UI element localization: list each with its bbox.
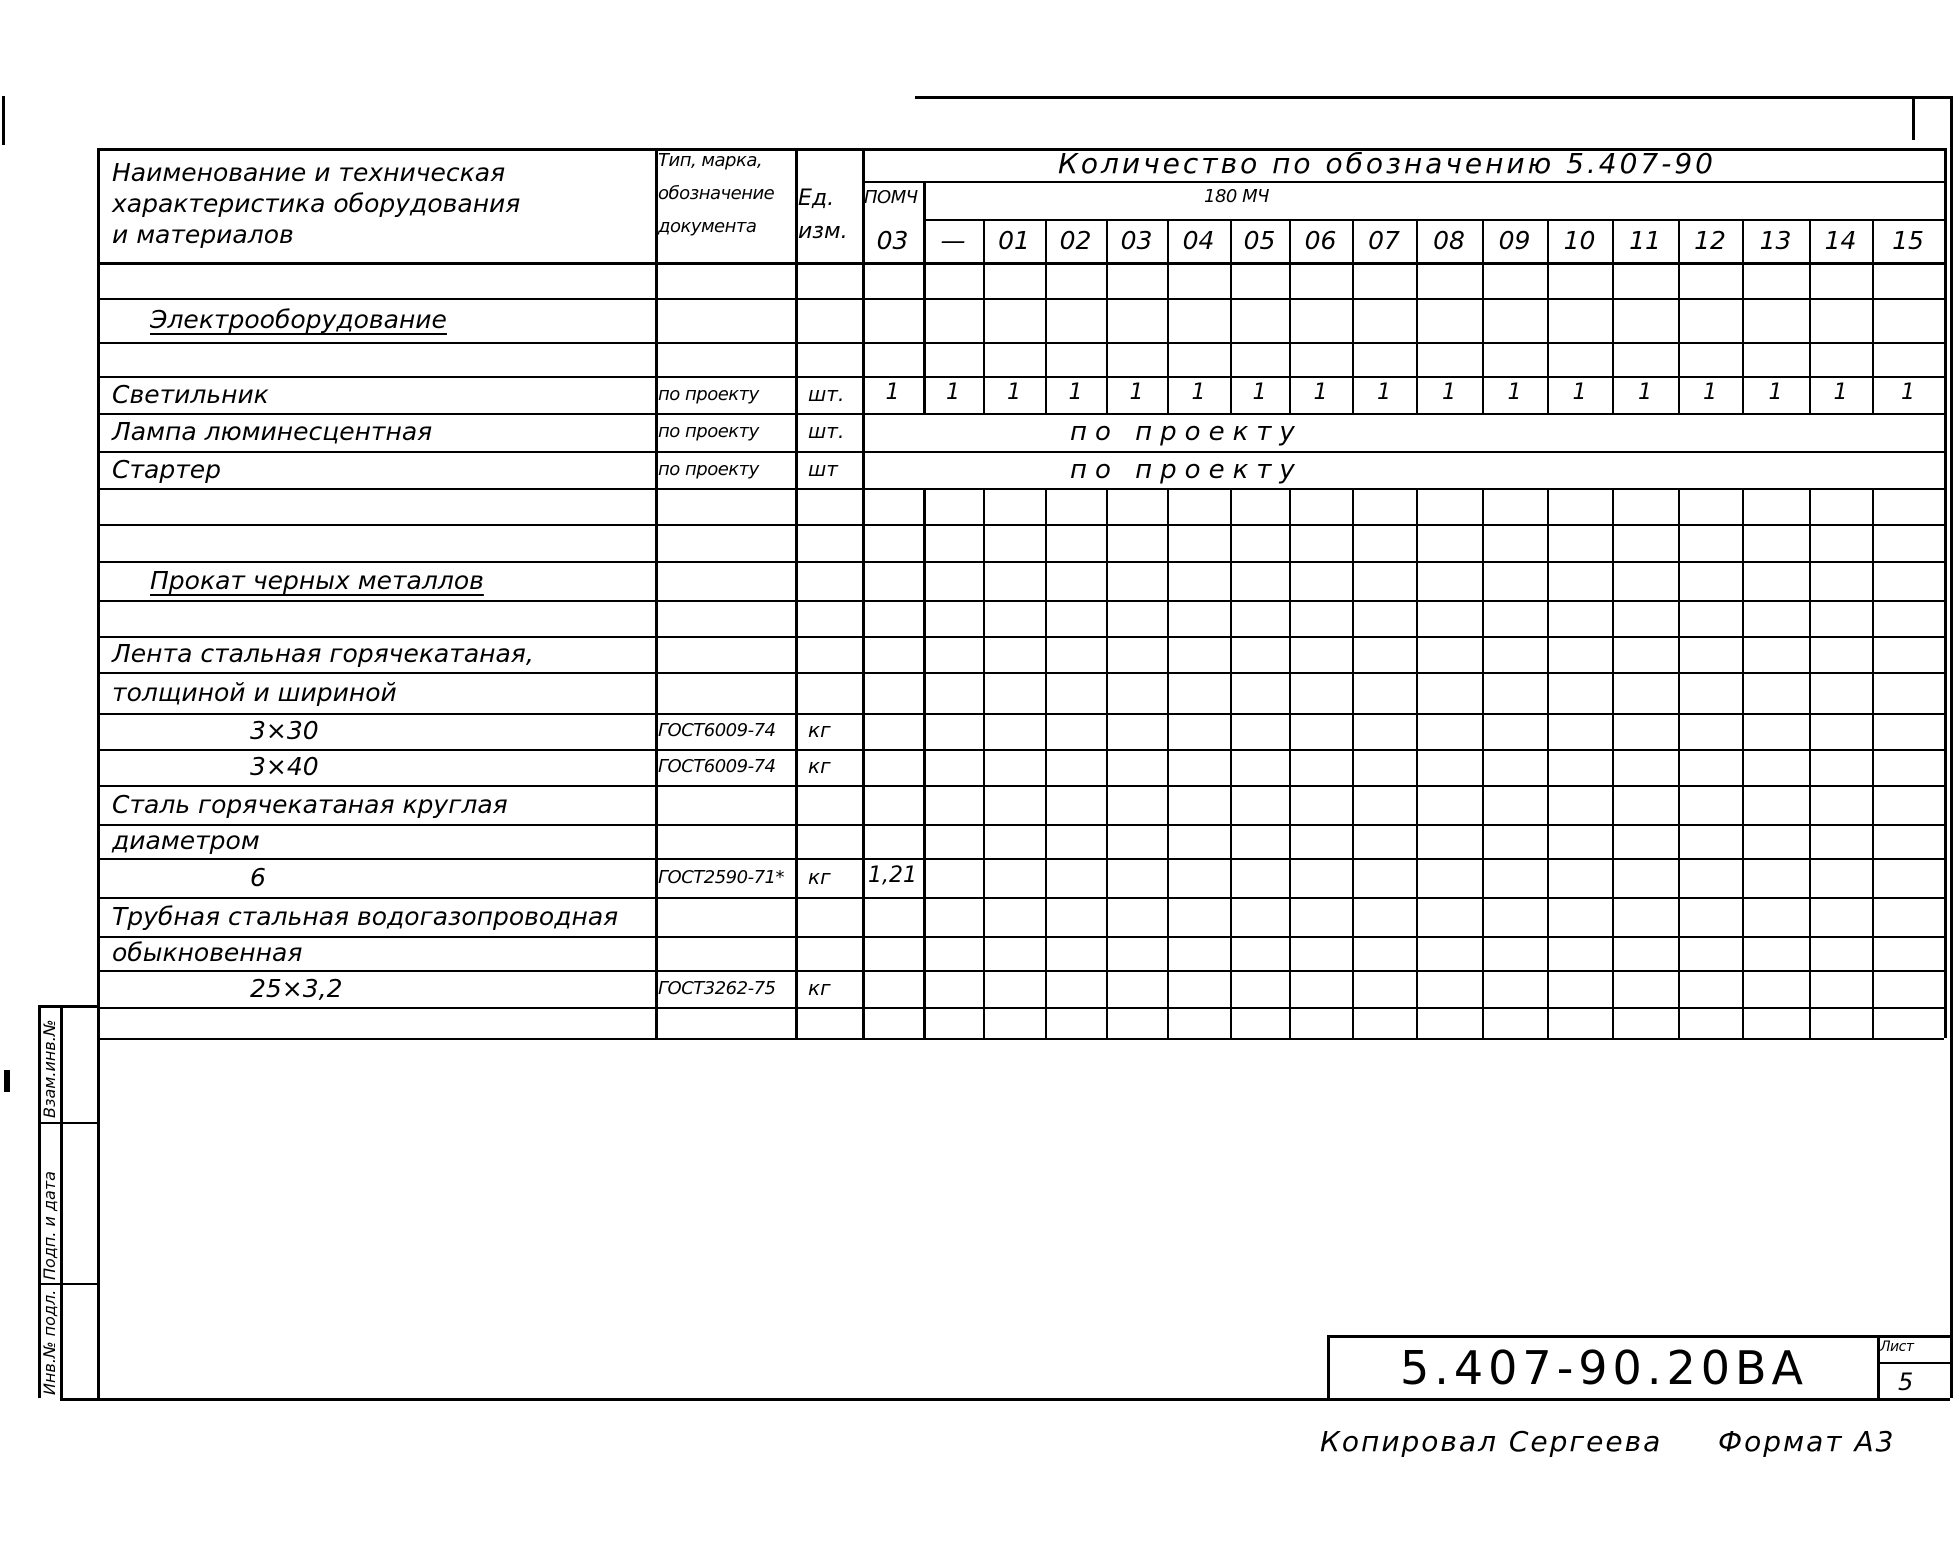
item-type: ГОСТ2590-71* xyxy=(658,867,784,888)
section-title: Прокат черных металлов xyxy=(150,566,484,595)
qty-cell: 1 xyxy=(1007,380,1021,405)
header-unit-line: Ед. xyxy=(798,186,835,211)
qty-cell: 1 xyxy=(1507,380,1522,405)
sheet-right-border xyxy=(1950,96,1953,1398)
table-left-line xyxy=(97,148,100,1038)
row-line xyxy=(97,524,1944,526)
footer-format: Формат А3 xyxy=(1718,1425,1896,1458)
qty-col-header: 13 xyxy=(1759,226,1792,255)
qty-col-header: 01 xyxy=(998,226,1030,255)
qty-col-header: 06 xyxy=(1304,226,1337,255)
row-line xyxy=(97,600,1944,602)
qty-col-header: 11 xyxy=(1629,226,1661,255)
item-name: 3×40 xyxy=(250,752,319,781)
item-name: Сталь горячекатаная круглая xyxy=(112,790,508,819)
qty-col-header: 10 xyxy=(1563,226,1596,255)
item-type: ГОСТ6009-74 xyxy=(658,720,776,741)
item-unit: кг xyxy=(808,976,831,1000)
item-unit: шт xyxy=(808,457,838,481)
qty-cell: 1 xyxy=(1129,380,1144,405)
item-name: толщиной и шириной xyxy=(112,678,397,707)
row-line xyxy=(97,1007,1944,1009)
qty-col-header: 02 xyxy=(1059,226,1092,255)
header-name-line: характеристика оборудования xyxy=(112,189,521,218)
item-type: по проекту xyxy=(658,459,759,480)
qty-cell: 1 xyxy=(1638,380,1652,405)
item-name: диаметром xyxy=(112,826,260,855)
qty-col-header: 09 xyxy=(1498,226,1531,255)
pom-label: ПОМЧ xyxy=(864,187,918,208)
side-stamp-div-1 xyxy=(38,1122,97,1124)
item-unit: кг xyxy=(808,865,831,889)
qty-cell: 1 xyxy=(1703,380,1717,405)
row-line xyxy=(97,672,1944,674)
side-stamp-label: Взам.инв.№ xyxy=(40,1019,59,1118)
item-unit: шт. xyxy=(808,419,845,443)
side-stamp-label: Инв.№ подл. xyxy=(40,1289,59,1395)
span-text: по проекту xyxy=(1070,455,1303,485)
header-bottom-line xyxy=(97,262,1944,265)
qty-col-header: 05 xyxy=(1243,226,1276,255)
unit-col-line xyxy=(795,148,798,1038)
qty-cell: 1 xyxy=(1252,380,1267,405)
row-line xyxy=(97,561,1944,563)
qty-cell: 1 xyxy=(1442,380,1456,405)
item-unit: кг xyxy=(808,754,831,778)
stamp-designation: 5.407-90.20ВА xyxy=(1400,1341,1809,1395)
item-name: Лента стальная горячекатаная, xyxy=(112,639,534,668)
stamp-left-line xyxy=(1327,1335,1330,1398)
left-edge-mark xyxy=(2,96,5,145)
item-name: Стартер xyxy=(112,455,222,484)
item-name: обыкновенная xyxy=(112,938,303,967)
row-line xyxy=(97,1038,1944,1040)
item-name: 3×30 xyxy=(250,716,319,745)
row-line xyxy=(97,936,1944,938)
left-margin-mark xyxy=(4,1070,10,1092)
side-stamp-top xyxy=(38,1005,97,1008)
row-line xyxy=(97,636,1944,638)
row-line xyxy=(97,298,1944,300)
qty-col-header: 03 xyxy=(876,226,909,255)
header-name-line: Наименование и техническая xyxy=(112,158,506,187)
qty-col-header: 08 xyxy=(1433,226,1465,255)
header-type-line: документа xyxy=(658,216,757,237)
qty-cell: 1 xyxy=(1313,380,1328,405)
row-line xyxy=(97,824,1944,826)
qty-col-header: 12 xyxy=(1694,226,1726,255)
row-line xyxy=(97,858,1944,860)
row-line xyxy=(97,897,1944,899)
mch-label: 180 МЧ xyxy=(1204,186,1269,207)
footer-copied: Копировал Сергеева xyxy=(1320,1425,1663,1458)
span-cell xyxy=(865,453,1944,488)
qty-cell: 1 xyxy=(1191,380,1206,405)
header-type-line: обозначение xyxy=(658,183,775,204)
row-line xyxy=(97,488,1944,490)
table-right-line xyxy=(1944,148,1947,1038)
item-unit: шт. xyxy=(808,382,845,406)
qty-cell: 1 xyxy=(1901,380,1915,405)
stamp-sheet-div xyxy=(1877,1362,1950,1364)
qty-col-header: 07 xyxy=(1368,226,1400,255)
row-line xyxy=(97,376,1944,378)
item-name: Трубная стальная водогазопроводная xyxy=(112,902,619,931)
qty-col-header: — xyxy=(940,226,966,255)
side-stamp-mid xyxy=(60,1005,63,1398)
sheet-top-border xyxy=(915,96,1950,99)
qty-title: Количество по обозначению 5.407-90 xyxy=(1058,147,1716,180)
section-title: Электрооборудование xyxy=(150,305,447,334)
qty-cell: 1 xyxy=(885,380,900,405)
span-cell xyxy=(865,415,1944,451)
qty-title-line xyxy=(862,181,1944,183)
header-unit-line: изм. xyxy=(798,219,848,244)
stamp-sheet-no: 5 xyxy=(1898,1368,1914,1396)
mch-line xyxy=(923,219,1944,221)
qty-col-header: 04 xyxy=(1182,226,1215,255)
header-name-line: и материалов xyxy=(112,220,294,249)
row-line xyxy=(97,713,1944,715)
qty-cell: 1 xyxy=(1833,380,1848,405)
stamp-top-line xyxy=(1327,1335,1950,1338)
item-name: 25×3,2 xyxy=(250,974,343,1003)
item-type: ГОСТ3262-75 xyxy=(658,978,776,999)
qty-col-line xyxy=(862,148,865,1038)
qty-cell: 1 xyxy=(1068,380,1083,405)
item-type: ГОСТ6009-74 xyxy=(658,756,776,777)
type-col-line xyxy=(655,148,658,1038)
side-stamp-right xyxy=(97,1005,100,1398)
item-name: Светильник xyxy=(112,380,269,409)
sheet-bottom-border xyxy=(60,1398,1950,1401)
qty-cell: 1 xyxy=(946,380,960,405)
side-stamp-label: Подп. и дата xyxy=(40,1171,59,1280)
header-type-line: Тип, марка, xyxy=(658,150,763,171)
row-line xyxy=(97,749,1944,751)
right-corner-mark xyxy=(1912,96,1915,140)
qty-col-header: 14 xyxy=(1824,226,1857,255)
qty-cell: 1 xyxy=(1377,380,1391,405)
row-line xyxy=(97,342,1944,344)
row-line xyxy=(97,785,1944,787)
item-name: Лампа люминесцентная xyxy=(112,417,433,446)
qty-col-header: 03 xyxy=(1120,226,1153,255)
qty-col-header: 15 xyxy=(1892,226,1924,255)
item-unit: кг xyxy=(808,718,831,742)
qty-cell: 1 xyxy=(1572,380,1587,405)
side-stamp-div-2 xyxy=(38,1283,97,1285)
item-type: по проекту xyxy=(658,384,759,405)
qty-subcol-line xyxy=(923,181,926,1038)
qty-cell: 1,21 xyxy=(868,863,917,888)
row-line xyxy=(97,970,1944,972)
stamp-sheet-label: Лист xyxy=(1880,1339,1914,1355)
qty-cell: 1 xyxy=(1768,380,1783,405)
span-text: по проекту xyxy=(1070,417,1303,447)
item-type: по проекту xyxy=(658,421,759,442)
item-name: 6 xyxy=(250,863,266,892)
